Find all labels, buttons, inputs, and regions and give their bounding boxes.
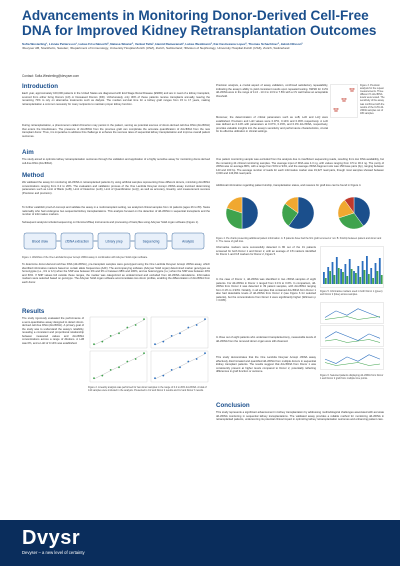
precision-point (335, 108, 336, 109)
poster-title: Advancements in Monitoring Donor-Derived Cell-Free DNA for Improved Kidney Retransplantation Outcomes (22, 8, 377, 38)
figure5-marker-plot (320, 246, 384, 288)
method-p2: To further establish proof-of-concept and validate the assay in a multi-transplant setting, we analyzed clinical samples from 11 patients (ages 26 to 80). Swiss nationality who had undergone two sequential kidney transplantations. This analysis focused on the detection of dd-cfDNA in sequential transplants and the number of informative markers. (22, 206, 210, 216)
clinical-p5: In three out of eight patients who underwent transplantectomy, measurable levels of dd-cfDNA from the removed donor organ were still observed. (216, 336, 316, 343)
linearity-panel (151, 351, 208, 382)
linearity-point (110, 369, 112, 371)
precision-point (344, 100, 345, 101)
contact-email[interactable]: Contact: Sofia.Westerling@devyser.com (22, 74, 80, 78)
figure3-precision-plot (330, 84, 358, 118)
linearity-point (171, 369, 173, 371)
marker-bar-donor1 (334, 275, 336, 284)
linearity-panel (90, 317, 147, 348)
linearity-point (204, 318, 206, 320)
marker-bar-donor1 (329, 271, 331, 284)
marker-bar-donor1 (346, 276, 348, 284)
marker-bar-donor1 (372, 278, 374, 284)
linearity-point (135, 324, 137, 326)
figure6-caption: Figure 6. Selected patients displaying dd-cfDNA from Donor 1 and Donor 2 graft from multiple time points. (320, 374, 384, 381)
clinical-p1: One patient monitoring sample was excluded from the analysis due to insufficient sequencing reads, resulting from low DNA availability, but the remaining 44 clinical monitoring samples. The average input of DNA was 4.3 ng, with values ranging from 0.5 to 30.2 ng. The purity of cfDNA was on average 80%, with a range from 54% to 94%, and the average cfDNA fragment size was 156 base pairs (bp), ranging between 143 and 163 bp. The average number of reads for each informative marker was 19,327 read pairs, though most samples showed between 3,000 and 143,394 read pairs. (216, 158, 384, 175)
figure4-caption: Figure 4. Pie charts presenting additional patient information. A: 8 patients have had the first graft removed or not. B: Kinship between patient and donor and C: The cause of graft loss. (216, 237, 382, 244)
precision-point (351, 88, 352, 89)
figure2-caption: Figure 2. Linearity analysis was performed for two donor samples in the range of 0.2 to 20% dd-cfDNA. A total of 144 samples were included in the analysis. Presented is 0.2 and Donor 2 results and 0.2 and Donor 3 results. (88, 386, 207, 393)
marker-bar-donor2 (345, 264, 347, 284)
marker-bar-donor1 (351, 269, 353, 284)
linearity-panel (151, 317, 208, 348)
precision-point (336, 110, 337, 111)
precision-point (334, 108, 335, 109)
marker-bar-donor1 (355, 273, 357, 284)
marker-bar-donor2 (366, 256, 368, 284)
authors-affiliations: ¹Devyser AB, Stockholm, Sweden; ²Department of Immunology, University Hospital Zurich (USZ), Zurich, Switzerland; ³Division of Nephrology, University Hospital Zurich (USZ), Zurich, Switzerland (22, 46, 290, 50)
linearity-point (93, 377, 95, 379)
figure6-patient-timeseries (320, 302, 384, 372)
precision-point (342, 98, 343, 99)
devyser-logo: Dvysr (22, 527, 81, 549)
introduction-p1: Each year, approximately 100,000 patients in the United States are diagnosed with End Stage Renal Disease (ESRD) and are in need of a kidney transplant, sourced from either living Donors (LD) or Deceased Donors (DD). Unfortunately, only 30% of these patients receive transplants annually, leaving the remaining 70% to rely on alternative treatments such as dialysis. The median survival time for a kidney graft ranges from 15 to 17 years, making retransplantation a common necessity for many recipients to maintain proper kidney function. (22, 92, 210, 106)
linearity-point (196, 358, 198, 360)
linearity-point (171, 335, 173, 337)
linearity-point (101, 341, 103, 343)
pie-slice (242, 197, 258, 229)
marker-bar-donor2 (327, 267, 329, 284)
marker-bar-donor2 (370, 268, 372, 284)
precision-p2: Moreover, the determination of critical parameters such as LoB, LoD and LoQ were established. Precision and LoD values were 0.07%, 0.14% and 0.36% respectively. A LoD was defined as 0.14% with parameters at 0.07%, 0.15%, and 0.3% dd-cfDNA, respectively, provides valuable insights into the assay's sensitivity and performance characteristics, crucial for its effective utilization in clinical settings. (216, 116, 328, 133)
figure1-caption: Figure 1. Workflow of the One Lambda Devyser Accept cfDNA assay in combination with Advyser Solid organ software. (22, 256, 148, 259)
marker-bar-donor2 (379, 258, 381, 284)
aim-p1: The study aimed to optimize kidney retransplantation outcomes through the validation and application of a highly sensitive assay for monitoring donor-derived cell-free DNA (dd-cfDNA). (22, 158, 210, 165)
marker-bar-donor2 (332, 262, 334, 284)
linearity-point (118, 366, 120, 368)
clinical-p2: Additional information regarding patient kinship, transplantation status, and reasons for graft loss can be found in Figure 4. (216, 184, 362, 187)
linearity-point (162, 375, 164, 377)
results-heading: Results (22, 308, 45, 315)
linearity-point (154, 343, 156, 345)
marker-bar-donor1 (364, 270, 366, 284)
precision-point (345, 98, 346, 99)
marker-bar-donor1 (338, 268, 340, 284)
figure5-caption: Figure 5. Informative markers used in both Donor 1 (green) and Donor 2 (blue) across samples. (320, 290, 383, 297)
clinical-p4: In the case of Donor 1, dd-cfDNA was identified in two cfDNA samples of eight patients. For dd-cfDNA in Donor 1 ranged from 0.1% to 0.6%. In comparison, dd-cfDNA from Donor 2 was detected in 39 patient samples, with dd-cfDNA ranging from 0.1% to 4.93%. Notably, in all samples that contained dd-cfDNA from Donor 1 also had detectable levels of dd-cfDNA from Donor 2 (see Figure 6 for selected patients), but the concentrations from Donor 2 were significantly higher (Wilcoxon p = 0.005). (216, 278, 316, 302)
linearity-point (162, 341, 164, 343)
method-heading: Method (22, 172, 44, 179)
method-p3: Subsequent analysis included sequencing on Illumina MiSeq instruments and processing of fastq files using Advyser Solid organ software (Figure 1). (22, 221, 199, 224)
workflow-step-label: Library prep (105, 239, 123, 244)
marker-bar-donor2 (362, 261, 364, 284)
workflow-step-label: Sequencing (142, 239, 160, 244)
linearity-point (187, 327, 189, 329)
linearity-point (143, 318, 145, 320)
linearity-point (143, 352, 145, 354)
introduction-heading: Introduction (22, 83, 59, 90)
precision-point (352, 90, 353, 91)
linearity-point (179, 332, 181, 334)
linearity-point (118, 332, 120, 334)
figure2-linearity-plots (88, 316, 210, 384)
workflow-step-label: Blood draw (32, 239, 48, 244)
conclusion-p1: This study represents a significant advancement in kidney transplantation by addressing methodological challenges associated with accurate dd-cfDNA monitoring in sequential kidney transplantations. The validated assay provides a reliable method for monitoring dd-cfDNA in retransplanted patients, underscoring its potential clinical impact in optimizing kidney retransplantation outcomes and enhancing patient care. (216, 411, 384, 421)
workflow-step-label: cfDNA extraction (65, 239, 89, 244)
linearity-point (187, 361, 189, 363)
marker-bar-donor2 (349, 259, 351, 284)
linearity-point (110, 335, 112, 337)
linearity-point (154, 377, 156, 379)
marker-bar-donor2 (375, 263, 377, 284)
conclusion-heading: Conclusion (216, 402, 250, 409)
marker-bar-donor2 (336, 257, 338, 284)
linearity-point (196, 324, 198, 326)
linearity-point (93, 343, 95, 345)
marker-bar-donor2 (340, 269, 342, 284)
linearity-point (101, 375, 103, 377)
marker-bar-donor1 (325, 278, 327, 284)
precision-point (350, 90, 351, 91)
introduction-p2: During retransplantation, a phenomenon called chimerism may persist in the patient, serving as potential sources of donor-derived cell-free DNA (dd-cfDNA) that enters the bloodstream. The presence of dd-cfDNA from the previous graft can complicate the accurate quantification of dd-cfDNA from the new transplant donor. Thus, it is imperative to address this challenge to enhance the success rates of sequential kidney transplantation and improve overall patient outcomes. (22, 124, 210, 138)
linearity-point (126, 361, 128, 363)
marker-bar-donor1 (368, 274, 370, 284)
marker-bar-donor2 (323, 272, 325, 284)
marker-bar-donor1 (359, 277, 361, 284)
precision-p1: Precision analysis, a crucial aspect of assay validation, confirmed satisfactory repeatability, indicating the assay's ability to yield consistent results upon repeated testing. %RSD for 0.2% dd-cfDNA were in the range of 11.0 - 13.4 to 13.9 to 7.8% with a CV well below an acceptable threshold. (216, 84, 328, 98)
linearity-point (204, 352, 206, 354)
method-p4: To determine donor-derived cell-free DNA (dd-cfDNA), pre-transplant samples were genotyped using the One Lambda Devyser Accept cfDNA assay, which identified informative markers based on certain allele frequencies (AAF). The accompanying software (Advyser Solid organ) determined marker genotypes as homozygote (i.e., 0/1 or 1/1) when the SNP was between 0% and 3% or between 98% and 100%, and as heterozygote (i.e.) when the SNP was between 40% and 60%. If SNP values fell outside these ranges, the marker was categorized as undetermined and excluded from dd-cfDNA calculations. Informative markers were selected based on genotype. The Advyser Solid organ software accommodates two donor profiles, enabling the differentiation of dd-cfDNA from each donor. (22, 263, 210, 284)
results-p1: The study rigorously evaluated the performance of a semi-quantitative assay designed to detect donor-derived cell-free DNA (dd-cfDNA). A primary goal of the study was to understand the assay's reliability, revealing a consistent and proportional relationship between measured values and dd-cfDNA concentrations across a range of dilutions. A LoB was 0%, and a LoD of 0.14% was established. (22, 317, 84, 345)
author-list (22, 42, 322, 50)
precision-point (343, 98, 344, 99)
marker-bar-donor2 (353, 271, 355, 284)
aim-heading: Aim (22, 149, 34, 156)
footer-tagline: Devyser – a new level of certainty (22, 550, 85, 555)
method-p1: We validated the assay for monitoring dd-cfDNA in retransplanted patients by using artificial samples representing three different donors, mimicking dd-cfDNA concentrations ranging from 0.2 to 20%. The evaluation and validation process of the One Lambda Devyser Accept cfDNA assay involved determining parameters such as Limit of Blank (LoB), Limit of Detection (LoD), Limit of Quantification (LoQ), as well as accuracy, linearity, and measurement success (Precision and precision). (22, 181, 210, 195)
figure4-pie-charts (218, 193, 382, 235)
precision-point (334, 110, 335, 111)
clinical-p3: Informative markers were successfully detected in 80 out of the 31 patients screened for both Donor 1 and Donor 2, with an average of 3.8 markers identified for Donor 1 and 6.8 markers for Donor 2, Figure 5. (216, 246, 316, 256)
figure1-workflow (22, 229, 210, 255)
linearity-point (179, 366, 181, 368)
clinical-p6: This study demonstrates that the One Lambda Devyser Accept cfDNA assay effectively discriminated and quantified dd-cfDNA from multiple donors in sequential kidney transplant patients. The results suggest that dd-cfDNA from Donor 1 was consistently present at higher levels compared to Donor 2, potentially reflecting differences in graft function or outcome. (216, 356, 316, 373)
precision-point (337, 108, 338, 109)
linearity-panel (90, 351, 147, 382)
marker-bar-donor1 (381, 275, 383, 284)
linearity-point (126, 327, 128, 329)
timeseries-panel (321, 303, 384, 324)
workflow-step-label: Analysis (182, 239, 194, 244)
figure3-caption: Figure 3. Precision analysis for the repeat measurements. Three different % dd-cfDNA levels were tested. The sensitivity of the assay was confirmed with the results of the 0.2% dd-cfDNA samples out of 180 samples. (360, 84, 385, 115)
precision-point (353, 88, 354, 89)
marker-bar-donor2 (357, 266, 359, 284)
marker-bar-donor1 (342, 272, 344, 284)
precision-point (342, 100, 343, 101)
marker-bar-donor1 (377, 271, 379, 284)
precision-point (350, 88, 351, 89)
authors-names: Sofia Westerling¹, Linnéa Pettersson¹, Lukas Frischknecht², Natasa Sikanic², Venkat Talla¹, Hamid Ramezanali¹, Lukas Weidmann², Kai Castrezana Lopez², Thomas Schachtner², Jakob Nilsson² (22, 42, 303, 46)
linearity-point (135, 358, 137, 360)
